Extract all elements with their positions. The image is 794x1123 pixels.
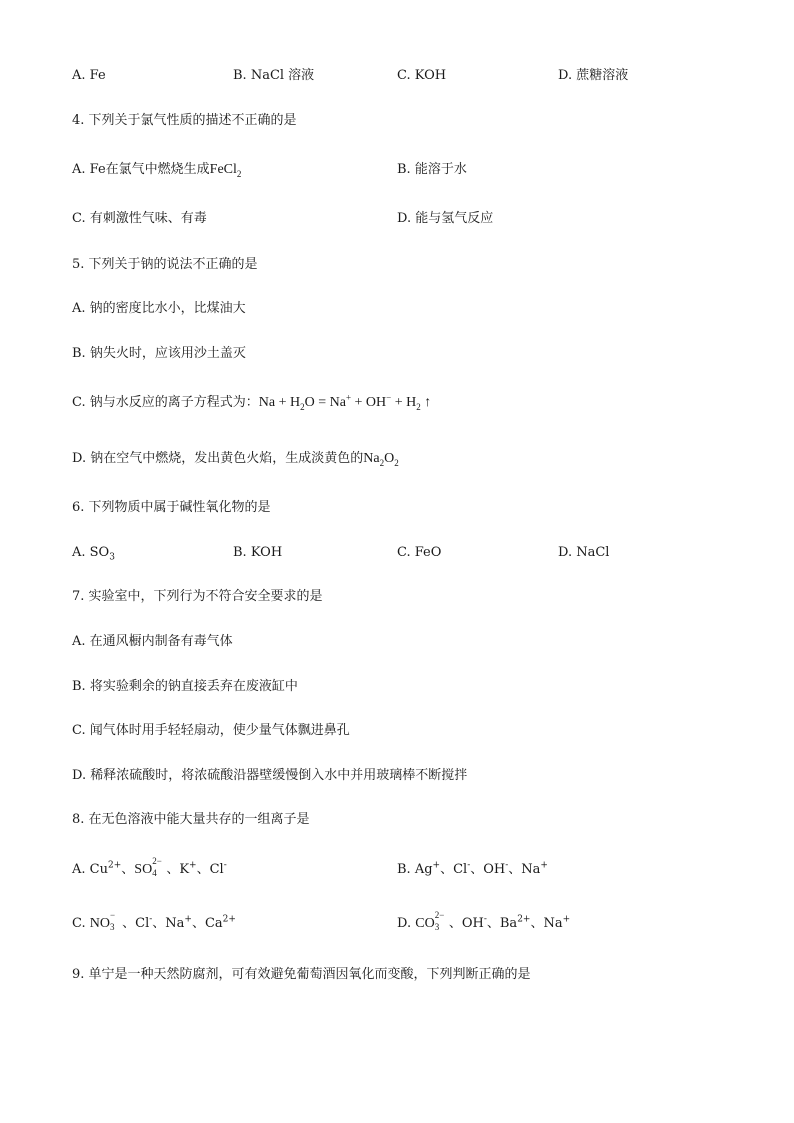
- q5-option-c-text: C. 钠与水反应的离子方程式为：: [72, 395, 259, 410]
- q6-option-c: C. FeO: [397, 545, 442, 560]
- q5-option-a: A. 钠的密度比水小，比煤油大: [72, 301, 246, 316]
- q4-option-b: B. 能溶于水: [397, 162, 467, 177]
- q9-stem: 9. 单宁是一种天然防腐剂，可有效避免葡萄酒因氧化而变酸，下列判断正确的是: [72, 967, 531, 982]
- q4-formula-fecl2: FeCl$_2$: [209, 162, 242, 179]
- q6-option-d: D. NaCl: [558, 545, 610, 560]
- q5-ionic-equation: $Na + H_2O = Na^+ + OH^- + H_2$ ↑: [258, 392, 432, 412]
- q4-option-a: [72, 161, 241, 179]
- q6-stem: 6. 下列物质中属于碱性氧化物的是: [72, 500, 271, 515]
- q6-option-a: A. $SO_3$: [72, 545, 115, 563]
- q4-option-a-text: A. Fe在氯气中燃烧生成: [72, 162, 210, 177]
- q7-option-a: A. 在通风橱内制备有毒气体: [72, 634, 233, 649]
- q8-option-c: C. NO − 3 、Cl-、Na+、$Ca^{2+}$: [72, 910, 236, 932]
- q8-option-d: D. CO 2− 3 、OH-、$Ba^{2+}$、Na+: [397, 910, 571, 932]
- q8-option-a: A. $Cu^{2+}$、SO 2− 4 、K+、Cl-: [72, 856, 227, 878]
- q5-option-d: [72, 450, 399, 468]
- q7-stem: 7. 实验室中，下列行为不符合安全要求的是: [72, 589, 323, 604]
- q6-option-b: B. KOH: [233, 545, 283, 560]
- q4-stem: 4. 下列关于氯气性质的描述不正确的是: [72, 113, 297, 128]
- q3-option-c: C. KOH: [397, 68, 447, 83]
- q5-formula-na2o2: $Na_2O_2$: [363, 451, 399, 468]
- q5-stem: 5. 下列关于钠的说法不正确的是: [72, 257, 258, 272]
- q7-option-d: D. 稀释浓硫酸时，将浓硫酸沿器壁缓慢倒入水中并用玻璃棒不断搅拌: [72, 768, 468, 783]
- q5-option-c: [72, 394, 431, 412]
- q4-option-d: D. 能与氢气反应: [397, 211, 494, 226]
- q7-option-c: C. 闻气体时用手轻轻扇动，使少量气体飘进鼻孔: [72, 723, 350, 738]
- q7-option-b: B. 将实验剩余的钠直接丢弃在废液缸中: [72, 679, 298, 694]
- q8-sulfate-ion: SO 2− 4: [134, 856, 162, 878]
- q3-option-d: D. 蔗糖溶液: [558, 68, 629, 83]
- q8-option-b: B. Ag+、Cl-、OH-、Na+: [397, 860, 548, 877]
- q5-option-b: B. 钠失火时，应该用沙土盖灭: [72, 346, 246, 361]
- q8-stem: 8. 在无色溶液中能大量共存的一组离子是: [72, 812, 310, 827]
- q8-carbonate-ion: CO 2− 3: [415, 910, 445, 932]
- q8-nitrate-ion: NO − 3: [89, 910, 116, 932]
- q5-option-d-text: D. 钠在空气中燃烧，发出黄色火焰，生成淡黄色的: [72, 451, 364, 466]
- q4-option-c: C. 有刺激性气味、有毒: [72, 211, 207, 226]
- q3-option-a: A. Fe: [72, 68, 106, 83]
- q3-option-b: B. NaCl 溶液: [233, 68, 315, 83]
